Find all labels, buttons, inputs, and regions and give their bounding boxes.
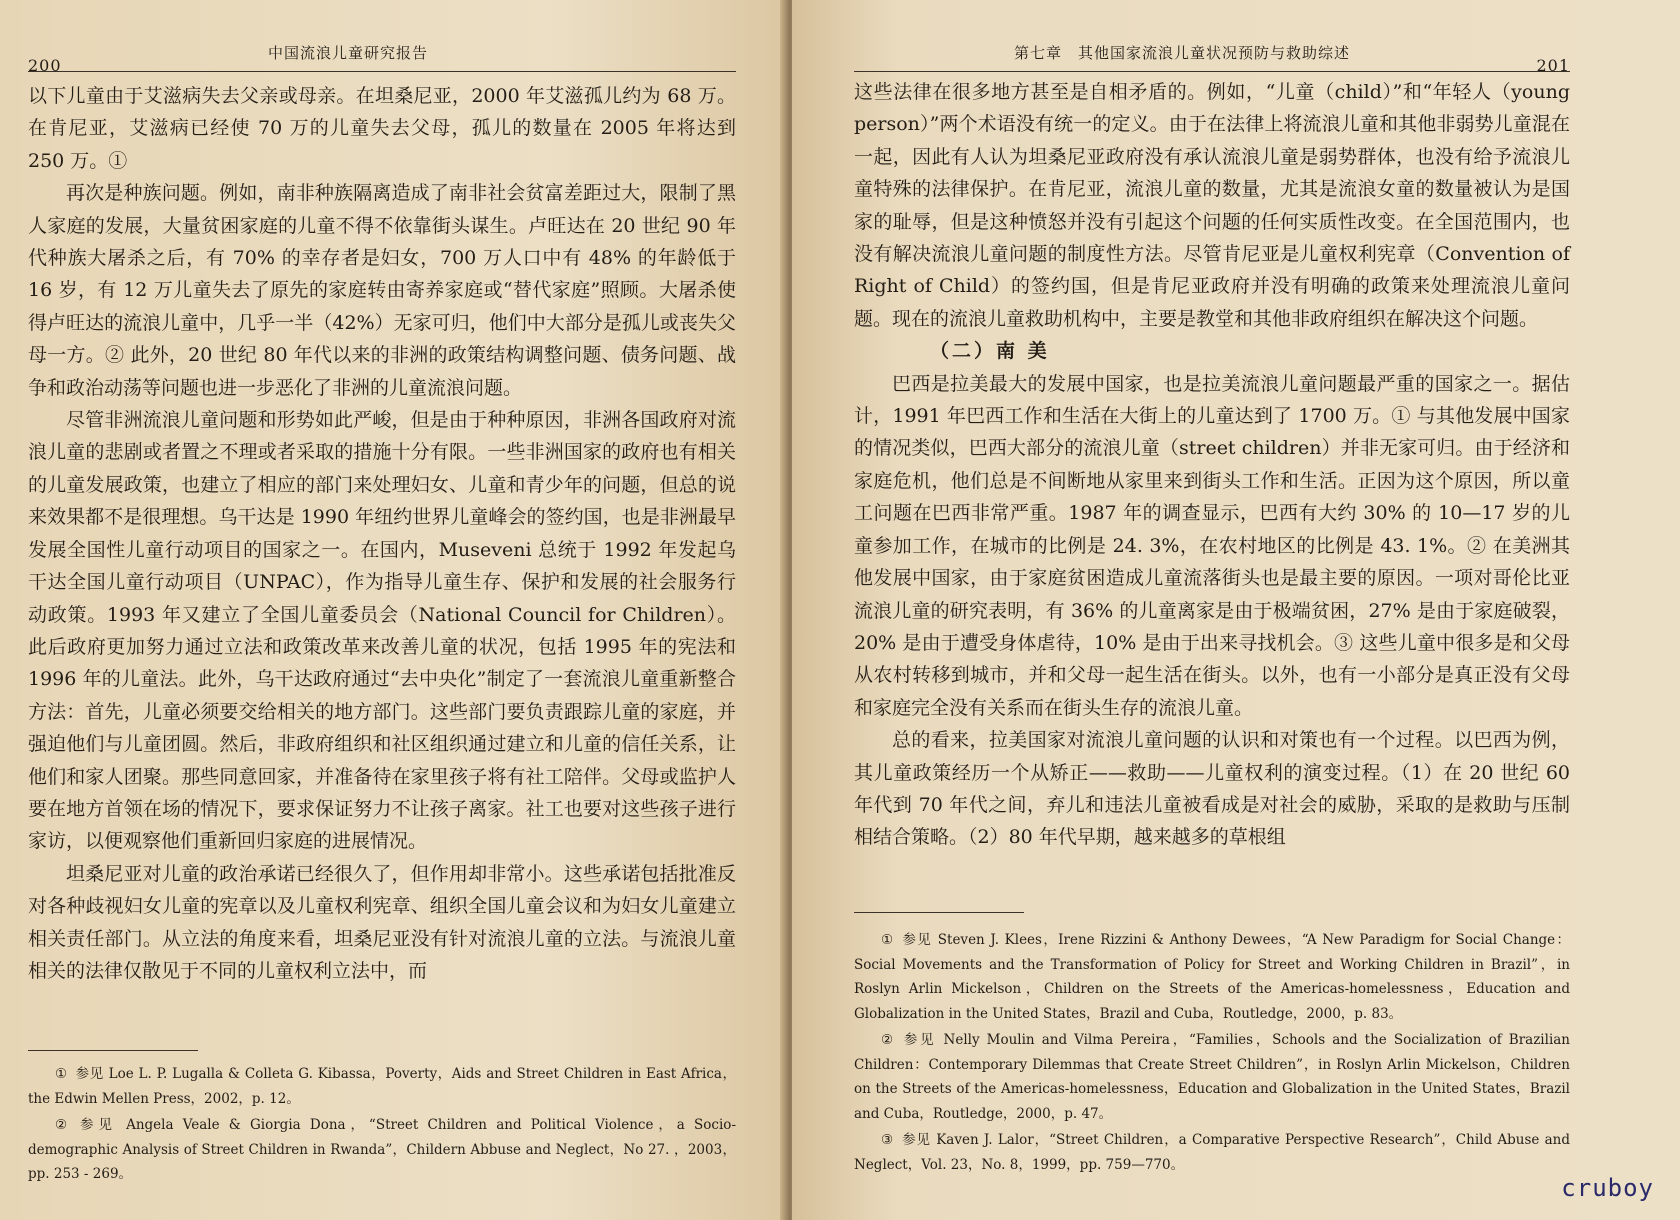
left-body-text — [28, 80, 736, 987]
footnote-text: 参见 Loe L. P. Lugalla & Colleta G. Kibassa，Poverty，Aids and Street Children in East Africa，the Edwin Mellen Press，2002，p. 12。 — [28, 1066, 737, 1107]
footnote-mark: ② — [881, 1032, 896, 1048]
footnote-mark: ③ — [881, 1132, 895, 1148]
paragraph: 以下儿童由于艾滋病失去父亲或母亲。在坦桑尼亚，2000 年艾滋孤儿约为 68 万。在肯尼亚，艾滋病已经使 70 万的儿童失去父母，孤儿的数量在 2005 年将达到 250 万。① — [28, 85, 736, 172]
page-number: 200 — [28, 56, 62, 75]
right-body-text — [854, 76, 1570, 854]
footnote-text: 参见 Nelly Moulin and Vilma Pereira，“Families，Schools and the Socialization of Brazilian Children：Contemporary Dilemmas that Create Street Children”，in Roslyn Arlin Mickelson，Children on the Streets of the Americas-homelessness，Education and Globalization in the United States，Brazil and Cuba，Routledge，2000，p. 47。 — [854, 1032, 1570, 1122]
footnote-mark: ② — [55, 1117, 73, 1133]
footnote — [854, 1028, 1570, 1126]
footnote-mark: ① — [55, 1066, 68, 1082]
footnote — [854, 1128, 1570, 1177]
header-rule — [854, 71, 1570, 72]
watermark: cruboy — [1561, 1174, 1654, 1202]
right-footnotes — [854, 928, 1570, 1179]
paragraph: 巴西是拉美最大的发展中国家，也是拉美流浪儿童问题最严重的国家之一。据估计，1991 年巴西工作和生活在大街上的儿童达到了 1700 万。① 与其他发展中国家的情况类似，巴西大部分的流浪儿童（street children）并非无家可归。由于经济和家庭危机，他们总是不间断地从家里来到街头工作和生活。正因为这个原因，所以童工问题在巴西非常严重。1987 年的调查显示，巴西有大约 30% 的 10—17 岁的儿童参加工作，在城市的比例是 24. 3%，在农村地区的比例是 43. 1%。② 在美洲其他发展中国家，由于家庭贫困造成儿童流落街头也是最主要的原因。一项对哥伦比亚流浪儿童的研究表明，有 36% 的儿童离家是由于极端贫困，27% 是由于家庭破裂，20% 是由于遭受身体虐待，10% 是由于出来寻找机会。③ 这些儿童中很多是和父母从农村转移到城市，并和父母一起生活在街头。以外，也有一小部分是真正没有父母和家庭完全没有关系而在街头生存的流浪儿童。 — [854, 372, 1570, 719]
left-page-header — [28, 40, 736, 75]
running-title: 第七章 其他国家流浪儿童状况预防与救助综述 — [1014, 44, 1351, 62]
footnote-text: 参见 Kaven J. Lalor，“Street Children，a Comparative Perspective Research”，Child Abuse and Neglect，Vol. 23，No. 8，1999，pp. 759—770。 — [854, 1132, 1570, 1173]
paragraph: 尽管非洲流浪儿童问题和形势如此严峻，但是由于种种原因，非洲各国政府对流浪儿童的悲剧或者置之不理或者采取的措施十分有限。一些非洲国家的政府也有相关的儿童发展政策，也建立了相应的部门来处理妇女、儿童和青少年的问题，但总的说来效果都不是很理想。乌干达是 1990 年纽约世界儿童峰会的签约国，也是非洲最早发展全国性儿童行动项目的国家之一。在国内，Museveni 总统于 1992 年发起乌干达全国儿童行动项目（UNPAC），作为指导儿童生存、保护和发展的社会服务行动政策。1993 年又建立了全国儿童委员会（National Council for Children）。此后政府更加努力通过立法和政策改革来改善儿童的状况，包括 1995 年的宪法和 1996 年的儿童法。此外，乌干达政府通过“去中央化”制定了一套流浪儿童重新整合方法：首先，儿童必须要交给相关的地方部门。这些部门要负责跟踪儿童的家庭，并强迫他们与儿童团圆。然后，非政府组织和社区组织通过建立和儿童的信任关系，让他们和家人团聚。那些同意回家，并准备待在家里孩子将有社工陪伴。父母或监护人要在地方首领在场的情况下，要求保证努力不让孩子离家。社工也要对这些孩子进行家访，以便观察他们重新回归家庭的进展情况。 — [28, 409, 736, 853]
footnote-mark: ① — [881, 932, 895, 948]
page-number: 201 — [1536, 56, 1570, 75]
paragraph: 这些法律在很多地方甚至是自相矛盾的。例如，“儿童（child）”和“年轻人（young person）”两个术语没有统一的定义。由于在法律上将流浪儿童和其他非弱势儿童混在一起，因此有人认为坦桑尼亚政府没有承认流浪儿童是弱势群体，也没有给予流浪儿童特殊的法律保护。在肯尼亚，流浪儿童的数量，尤其是流浪女童的数量被认为是国家的耻辱，但是这种愤怒并没有引起这个问题的任何实质性改变。在全国范围内，也没有解决流浪儿童问题的制度性方法。尽管肯尼亚是儿童权利宪章（Convention of Right of Child）的签约国，但是肯尼亚政府并没有明确的政策来处理流浪儿童问题。现在的流浪儿童救助机构中，主要是教堂和其他非政府组织在解决这个问题。 — [854, 81, 1570, 330]
footnote-text: 参见 Steven J. Klees，Irene Rizzini & Anthony Dewees，“A New Paradigm for Social Change：Social Movements and the Transformation of Policy for Street and Working Children in Brazil”，in Roslyn Arlin Mickelson，Children on the Streets of the Americas-homelessness，Education and Globalization in the United States，Brazil and Cuba，Routledge，2000，p. 83。 — [854, 932, 1570, 1022]
right-page-header — [854, 40, 1570, 75]
section-heading: （二）南 美 — [930, 340, 1050, 363]
left-page — [0, 0, 786, 1220]
left-footnotes — [28, 1062, 736, 1189]
footnote-rule — [854, 912, 1024, 913]
running-title: 中国流浪儿童研究报告 — [268, 44, 429, 62]
header-rule — [28, 71, 736, 72]
paragraph: 坦桑尼亚对儿童的政治承诺已经很久了，但作用却非常小。这些承诺包括批准反对各种歧视妇女儿童的宪章以及儿童权利宪章、组织全国儿童会议和为妇女儿童建立相关责任部门。从立法的角度来看，坦桑尼亚没有针对流浪儿童的立法。与流浪儿童相关的法律仅散见于不同的儿童权利立法中，而 — [28, 862, 736, 982]
paragraph: 总的看来，拉美国家对流浪儿童问题的认识和对策也有一个过程。以巴西为例，其儿童政策经历一个从矫正——救助——儿童权利的演变过程。（1）在 20 世纪 60 年代到 70 年代之间，弃儿和违法儿童被看成是对社会的威胁，采取的是救助与压制相结合策略。（2）80 年代早期，越来越多的草根组 — [854, 729, 1570, 849]
footnote-text: 参见 Angela Veale & Giorgia Dona，“Street Children and Political Violence，a Socio-demographic Analysis of Street Children in Rwanda”，Childern Abbuse and Neglect，No 27. ，2003，pp. 253 - 269。 — [28, 1117, 736, 1182]
paragraph: 再次是种族问题。例如，南非种族隔离造成了南非社会贫富差距过大，限制了黑人家庭的发展，大量贫困家庭的儿童不得不依靠街头谋生。卢旺达在 20 世纪 90 年代种族大屠杀之后，有 70% 的幸存者是妇女，700 万人口中有 48% 的年龄低于 16 岁，有 12 万儿童失去了原先的家庭转由寄养家庭或“替代家庭”照顾。大屠杀使得卢旺达的流浪儿童中，几乎一半（42%）无家可归，他们中大部分是孤儿或丧失父母一方。② 此外，20 世纪 80 年代以来的非洲的政策结构调整问题、债务问题、战争和政治动荡等问题也进一步恶化了非洲的儿童流浪问题。 — [28, 182, 736, 399]
right-page — [792, 0, 1680, 1220]
footnote-rule — [28, 1050, 198, 1051]
footnote — [28, 1062, 736, 1111]
footnote — [28, 1113, 736, 1187]
footnote — [854, 928, 1570, 1026]
